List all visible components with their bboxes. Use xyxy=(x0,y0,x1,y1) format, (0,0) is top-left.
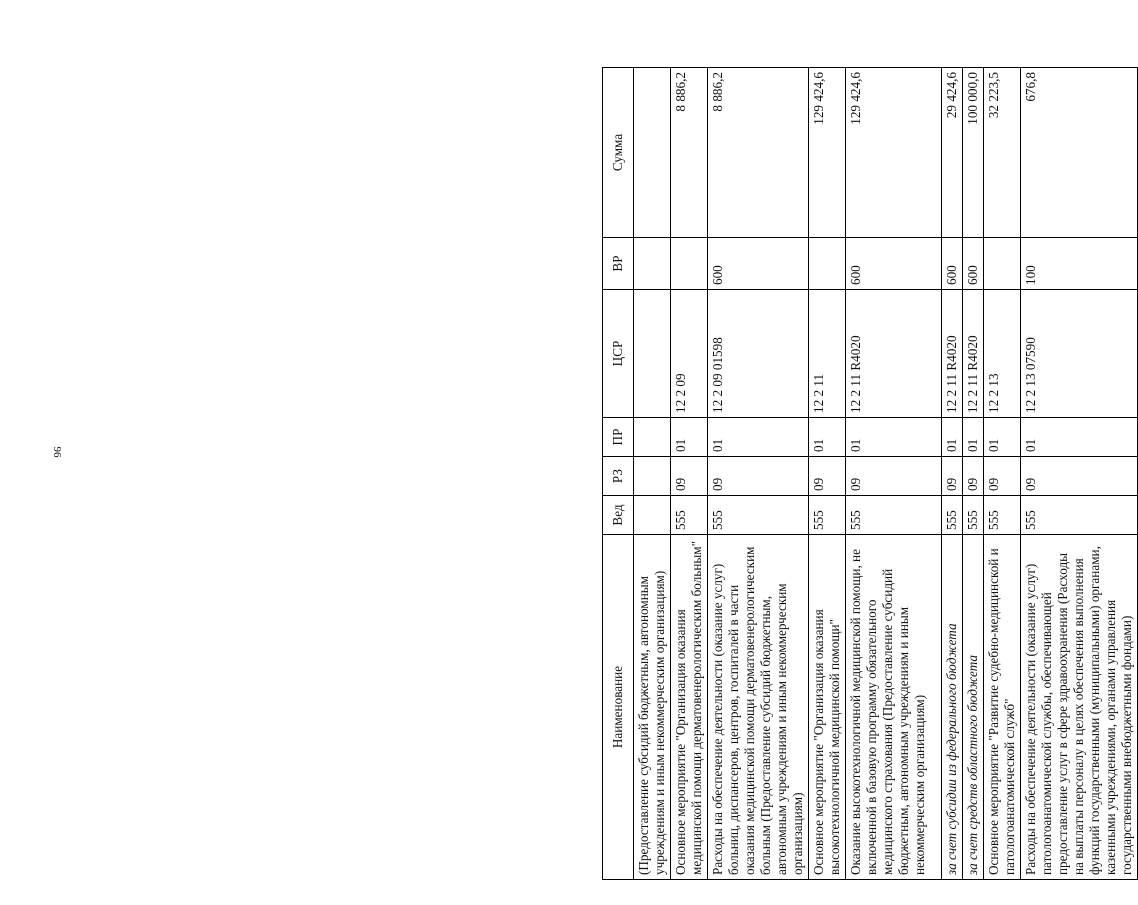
budget-table-rotated xyxy=(602,68,1134,880)
cell-ved: 555 xyxy=(809,496,846,535)
cell-rz: 09 xyxy=(1021,457,1138,496)
cell-name: Расходы на обеспечение деятельности (оказание услуг) патологоанатомической службы, обеспечивающей предоставление услуг в сфере здравоохранения (Расходы на выплаты персоналу в целях обеспечения выполнения функций государственными (муниципальными) органами, казенными учреждениями, органами управления государственными внебюджетными фондами) xyxy=(1021,535,1138,880)
cell-vr: 100 xyxy=(1021,238,1138,290)
cell-pr: 01 xyxy=(708,418,809,457)
cell-name: Основное мероприятие "Организация оказания медицинской помощи дерматовенерологическим больным" xyxy=(671,535,708,880)
table-row xyxy=(846,68,942,880)
table-row xyxy=(984,68,1021,880)
cell-name: за счет субсидии из федерального бюджета xyxy=(942,535,963,880)
cell-sum: 32 223,5 xyxy=(984,68,1021,238)
cell-csr: 12 2 11 R4020 xyxy=(846,290,942,418)
cell-ved: 555 xyxy=(846,496,942,535)
cell-rz: 09 xyxy=(809,457,846,496)
cell-pr: 01 xyxy=(942,418,963,457)
cell-name: (Предоставление субсидий бюджетным, автономным учреждениям и иным некоммерческим организациям) xyxy=(634,535,671,880)
cell-vr xyxy=(984,238,1021,290)
cell-csr: 12 2 11 xyxy=(809,290,846,418)
cell-pr xyxy=(634,418,671,457)
header-sum: Сумма xyxy=(603,68,634,238)
cell-sum: 8 886,2 xyxy=(708,68,809,238)
cell-name: Основное мероприятие "Развитие судебно-медицинской и патологоанатомической служб" xyxy=(984,535,1021,880)
cell-sum: 29 424,6 xyxy=(942,68,963,238)
table-row xyxy=(1021,68,1138,880)
cell-pr: 01 xyxy=(1021,418,1138,457)
table-row xyxy=(963,68,984,880)
cell-name: Оказание высокотехнологичной медицинской помощи, не включенной в базовую программу обязательного медицинского страхования (Предоставление субсидий бюджетным, автономным учреждениям и иным некоммерческим организациям) xyxy=(846,535,942,880)
cell-ved: 555 xyxy=(671,496,708,535)
cell-ved: 555 xyxy=(963,496,984,535)
cell-csr: 12 2 11 R4020 xyxy=(942,290,963,418)
cell-sum: 129 424,6 xyxy=(809,68,846,238)
cell-ved: 555 xyxy=(708,496,809,535)
cell-rz: 09 xyxy=(708,457,809,496)
cell-sum: 100 000,0 xyxy=(963,68,984,238)
table-header-row xyxy=(603,68,634,880)
cell-vr: 600 xyxy=(942,238,963,290)
cell-sum: 676,8 xyxy=(1021,68,1138,238)
cell-vr xyxy=(671,238,708,290)
table-row xyxy=(671,68,708,880)
cell-csr: 12 2 09 01598 xyxy=(708,290,809,418)
cell-rz: 09 xyxy=(984,457,1021,496)
cell-ved: 555 xyxy=(984,496,1021,535)
page-number: 96 xyxy=(51,446,63,458)
cell-rz: 09 xyxy=(963,457,984,496)
cell-csr: 12 2 09 xyxy=(671,290,708,418)
cell-csr: 12 2 13 07590 xyxy=(1021,290,1138,418)
cell-vr: 600 xyxy=(846,238,942,290)
cell-rz: 09 xyxy=(846,457,942,496)
cell-rz: 09 xyxy=(942,457,963,496)
cell-ved: 555 xyxy=(1021,496,1138,535)
cell-pr: 01 xyxy=(671,418,708,457)
table-row xyxy=(708,68,809,880)
cell-sum xyxy=(634,68,671,238)
table-row xyxy=(809,68,846,880)
cell-rz: 09 xyxy=(671,457,708,496)
cell-sum: 8 886,2 xyxy=(671,68,708,238)
cell-pr: 01 xyxy=(984,418,1021,457)
cell-pr: 01 xyxy=(846,418,942,457)
table-row xyxy=(942,68,963,880)
cell-pr: 01 xyxy=(963,418,984,457)
header-name: Наименование xyxy=(603,535,634,880)
cell-name: Расходы на обеспечение деятельности (оказание услуг) больниц, диспансеров, центров, госпиталей в части оказания медицинской помощи дерматовенерологическим больным (Предоставление субсидий бюджетным, автономным учреждениям и иным некоммерческим организациям) xyxy=(708,535,809,880)
header-vr: ВР xyxy=(603,238,634,290)
cell-vr xyxy=(634,238,671,290)
header-ved: Вед xyxy=(603,496,634,535)
table-row xyxy=(634,68,671,880)
cell-pr: 01 xyxy=(809,418,846,457)
cell-csr: 12 2 13 xyxy=(984,290,1021,418)
cell-sum: 129 424,6 xyxy=(846,68,942,238)
cell-ved xyxy=(634,496,671,535)
cell-csr: 12 2 11 R4020 xyxy=(963,290,984,418)
header-rz: РЗ xyxy=(603,457,634,496)
header-pr: ПР xyxy=(603,418,634,457)
cell-csr xyxy=(634,290,671,418)
cell-rz xyxy=(634,457,671,496)
cell-ved: 555 xyxy=(942,496,963,535)
cell-name: Основное мероприятие "Организация оказания высокотехнологичной медицинской помощи" xyxy=(809,535,846,880)
header-csr: ЦСР xyxy=(603,290,634,418)
cell-vr: 600 xyxy=(708,238,809,290)
cell-name: за счет средств областного бюджета xyxy=(963,535,984,880)
cell-vr: 600 xyxy=(963,238,984,290)
budget-table xyxy=(602,67,1138,880)
cell-vr xyxy=(809,238,846,290)
